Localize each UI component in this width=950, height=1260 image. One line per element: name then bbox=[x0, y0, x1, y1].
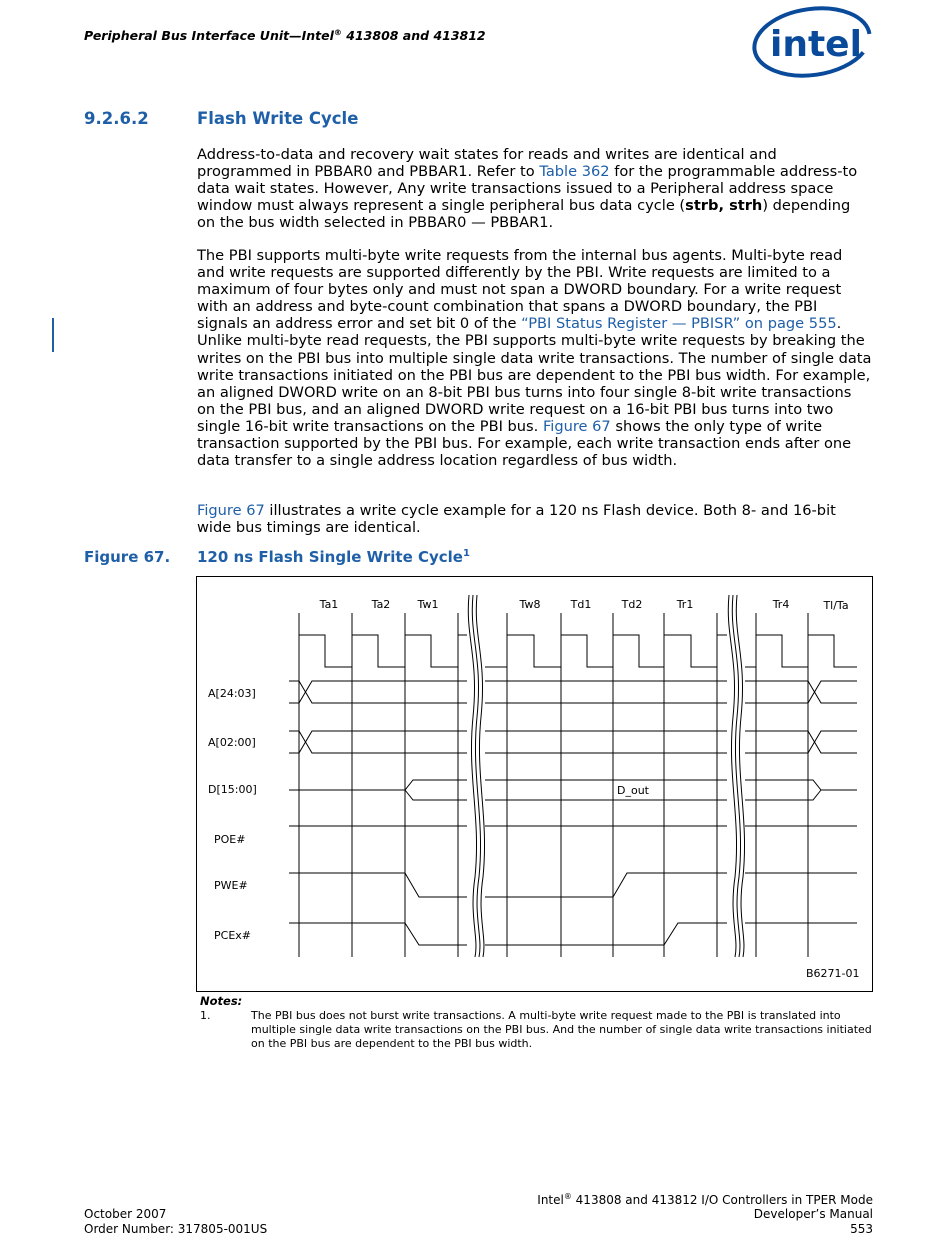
section-title: Flash Write Cycle bbox=[197, 109, 359, 128]
footer-product: Intel® 413808 and 413812 I/O Controllers in TPER Mode bbox=[537, 1192, 873, 1207]
footer-date: October 2007 bbox=[84, 1207, 167, 1221]
running-header: Peripheral Bus Interface Unit—Intel® 413808 and 413812 bbox=[84, 28, 486, 44]
state-ta2: Ta2 bbox=[371, 598, 391, 611]
paragraph-3: Figure 67 illustrates a write cycle example for a 120 ns Flash device. Both 8- and 16-bit wide bus timings are identical. bbox=[197, 502, 836, 537]
signal-pwe: PWE# bbox=[214, 879, 248, 892]
change-bar bbox=[52, 318, 54, 352]
note-number: 1. bbox=[200, 1009, 211, 1022]
intel-logo bbox=[748, 0, 874, 84]
figure-67-link-2[interactable]: Figure 67 bbox=[197, 502, 265, 519]
signal-pcex: PCEx# bbox=[214, 929, 251, 942]
paragraph-1: Address-to-data and recovery wait states for reads and writes are identical and programmed in PBBAR0 and PBBAR1. Refer to Table 362 for the programmable address-to data wait states. However, Any write transactions issued to a Peripheral address space window must always represent a single peripheral bus data cycle (strb, strh) depending on the bus width selected in PBBAR0 — PBBAR1. bbox=[197, 146, 858, 232]
svg-text:intel: intel bbox=[770, 24, 862, 65]
figure-id: B6271-01 bbox=[806, 967, 860, 980]
footer-order-number: Order Number: 317805-001US bbox=[84, 1222, 268, 1236]
state-tw1: Tw1 bbox=[417, 598, 439, 611]
signal-labels bbox=[208, 687, 257, 942]
signal-a02-00: A[02:00] bbox=[208, 736, 256, 749]
table-362-link[interactable]: Table 362 bbox=[539, 163, 610, 181]
pbisr-link[interactable]: “PBI Status Register — PBISR” on page 555 bbox=[521, 315, 837, 333]
state-labels bbox=[319, 598, 849, 612]
state-ta1: Ta1 bbox=[319, 598, 339, 611]
signal-poe: POE# bbox=[214, 833, 246, 846]
timing-diagram-frame bbox=[196, 576, 873, 992]
figure-title: 120 ns Flash Single Write Cycle$^1$ bbox=[197, 548, 470, 566]
page-number: 553 bbox=[850, 1222, 873, 1236]
data-out-label: D_out bbox=[617, 784, 649, 797]
signal-d15-00: D[15:00] bbox=[208, 783, 257, 796]
state-td2: Td2 bbox=[621, 598, 643, 611]
note-text: The PBI bus does not burst write transactions. A multi-byte write request made to the PBI is translated into multiple single data write transactions on the PBI bus. And the number of single data write transactions initiated on the PBI bus are dependent to the PBI bus width. bbox=[251, 1009, 872, 1050]
figure-number: Figure 67. bbox=[84, 548, 171, 566]
state-tr4: Tr4 bbox=[772, 598, 790, 611]
notes-heading: Notes: bbox=[200, 994, 243, 1008]
paragraph-2: The PBI supports multi-byte write requests from the internal bus agents. Multi-byte read and write requests are supported differently by the PBI. Write requests are limited to a maximum of four bytes only and must not span a DWORD boundary. For a write request with an address and byte-count combination that spans a DWORD boundary, the PBI signals an address error and set bit 0 of the “PBI Status Register — PBISR” on page 555. Unlike multi-byte read requests, the PBI supports multi-byte write requests by breaking the writes on the PBI bus into multiple single data write transactions. The number of single data write transactions initiated on the PBI bus are dependent to the PBI bus width. For example, an aligned DWORD write on an 8-bit PBI bus turns into four single 8-bit write transactions on the PBI bus, and an aligned DWORD write request on a 16-bit PBI bus turns into two single 16-bit write transactions on the PBI bus. Figure 67 shows the only type of write transaction supported by the PBI bus. For example, each write transaction ends after one data transfer to a single address location regardless of bus width. bbox=[197, 247, 872, 470]
figure-67-link[interactable]: Figure 67 bbox=[542, 417, 611, 435]
timing-diagram bbox=[197, 577, 874, 993]
signal-a24-03: A[24:03] bbox=[208, 687, 256, 700]
footer-manual: Developer’s Manual bbox=[753, 1207, 873, 1221]
state-tw8: Tw8 bbox=[519, 598, 541, 611]
section-number: 9.2.6.2 bbox=[84, 109, 149, 128]
state-tl-ta: Tl/Ta bbox=[823, 599, 849, 612]
state-tr1: Tr1 bbox=[676, 598, 694, 611]
state-td1: Td1 bbox=[570, 598, 592, 611]
